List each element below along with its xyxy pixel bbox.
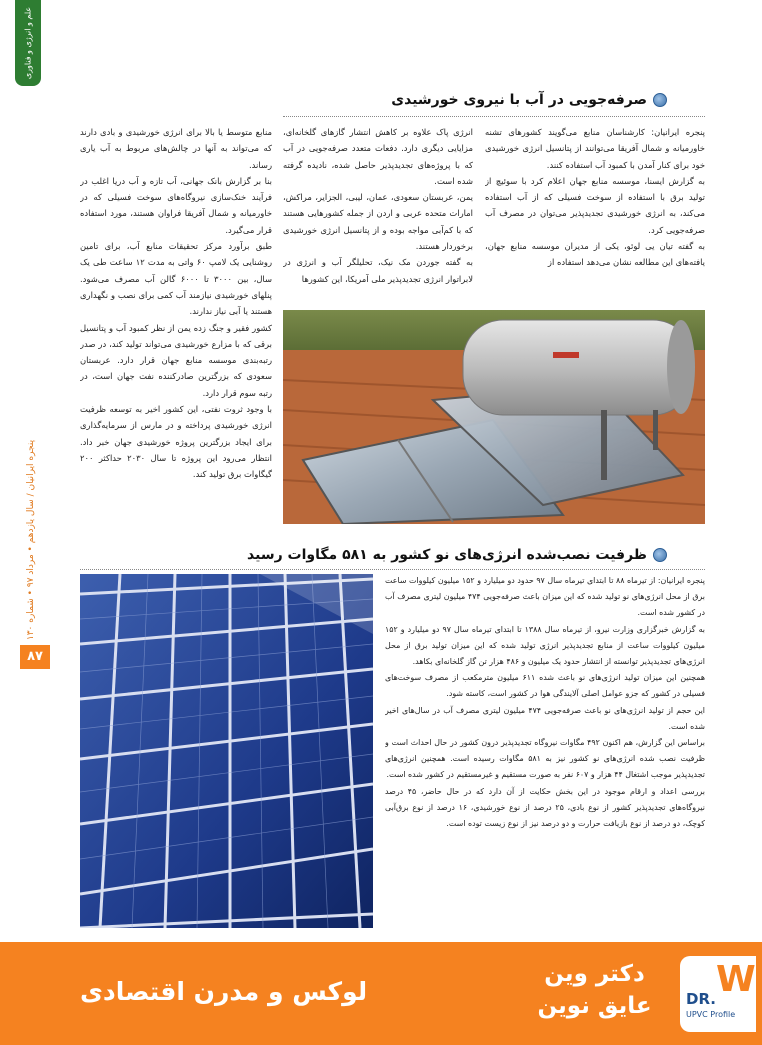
section-tab — [15, 0, 41, 86]
magazine-info-label: پنجره ایرانیان / سال یازدهم • مرداد ۹۷ • شماره ۱۳۰ — [26, 439, 36, 641]
solar-panels-photo — [80, 574, 373, 928]
ad-brand-name — [532, 958, 657, 1022]
paragraph: منابع متوسط یا بالا برای انرژی خورشیدی و بادی دارند که می‌تواند به آنها در چالش‌های مربوط به آب یاری رساند. — [80, 127, 272, 170]
paragraph: به گفته تیان یی لوئو، یکی از مدیران موسسه منابع جهان، یافته‌های این مطالعه نشان می‌دهد استفاده از — [485, 241, 705, 268]
solar-water-heater-photo — [283, 310, 705, 524]
drwin-logo — [680, 956, 756, 1032]
ad-brand-line-2: عایق نوین — [537, 993, 652, 1019]
article2-divider — [80, 569, 705, 570]
paragraph: کشور فقیر و جنگ زده یمن از نظر کمبود آب و پتانسیل برقی که با مزارع خورشیدی می‌تواند تولید کند، در صدر رتبه‌بندی موسسه منابع جهان قرار دارد. عربستان سعودی که بزرگترین صادرکننده نفت جهان است، در رتبه سوم قرار دارد. — [80, 322, 272, 398]
article1-column-3 — [80, 124, 272, 516]
article1-title: صرفه‌جویی در آب با نیروی خورشیدی — [391, 92, 647, 108]
magazine-info — [16, 433, 46, 647]
ad-brand-line-1: دکتر وین — [544, 961, 645, 987]
paragraph: پنجره ایرانیان: کارشناسان منابع می‌گویند کشورهای تشنه خاورمیانه و شمال آفریقا می‌توانند از پتانسیل انرژی خورشیدی خود برای کنار آمدن با کمبود آب استفاده کنند. — [485, 127, 705, 170]
page-number: ۸۷ — [20, 645, 50, 669]
article1-column-1 — [485, 124, 705, 310]
logo-dr: DR. — [686, 990, 716, 1008]
paragraph: بررسی اعداد و ارقام موجود در این بخش حکایت از آن دارد که در حال حاضر، ۴۵ درصد نیروگاه‌های تجدیدپذیر کشور از نوع بادی، ۲۵ درصد از نوع خورشیدی، ۱۶ درصد از نوع برق‌آبی کوچک، دو درصد از نوع بازیافت حرارت و دو درصد نیز از نوع زیست توده است. — [385, 786, 705, 829]
paragraph: یمن، عربستان سعودی، عمان، لیبی، الجزایر، مراکش، امارات متحده عربی و اردن از جمله کشورهایی هستند که با کم‌آبی مواجه بوده و از پتانسیل انرژی خورشیدی برخوردار هستند. — [283, 192, 473, 252]
paragraph: همچنین این میزان تولید انرژی‌های نو باعث شده ۶۱۱ میلیون مترمکعب از مصرف سوخت‌های فسیلی در کشور که جزو عوامل اصلی آلایندگی هوا در کشور است، کاسته شود. — [385, 673, 705, 699]
paragraph: طبق برآورد مرکز تحقیقات منابع آب، برای تامین روشنایی یک لامپ ۶۰ واتی به مدت ۱۲ ساعت طی یک سال، بین ۳۰۰۰ تا ۶۰۰۰ گالن آب مصرف می‌شود. پنلهای خورشیدی نیازمند آب کمی برای نصب و نگهداری هستند یا آبی نیاز ندارند. — [80, 241, 272, 317]
paragraph: براساس این گزارش، هم اکنون ۴۹۲ مگاوات نیروگاه تجدیدپذیر درون کشور در حال احداث است و ظرفیت نصب شده انرژی‌های نو کشور نیز به ۵۸۱ مگاوات رسیده است. همچنین انرژی‌های تجدیدپذیر موجب اشتغال ۴۴ هزار و ۶۰۷ نفر به صورت مستقیم و غیرمستقیم در کشور شده است. — [385, 738, 705, 780]
article2-title: ظرفیت نصب‌شده انرژی‌های نو کشور به ۵۸۱ مگاوات رسید — [247, 547, 647, 563]
logo-w: W — [716, 959, 756, 1000]
logo-subtitle: UPVC Profile — [686, 1010, 736, 1019]
article2-body — [385, 573, 705, 925]
solar-panels-illustration — [80, 574, 373, 928]
section-tab-label: علم و انرژی و فناوری — [23, 6, 33, 80]
paragraph: به گزارش ایسنا، موسسه منابع جهان اعلام کرد با سوئیچ از تولید برق با استفاده از سوخت فسیلی که از آب استفاده می‌کند، به انرژی خورشیدی تجدیدپذیر می‌توان در مصرف آب صرفه‌جویی کرد. — [485, 175, 705, 235]
bullet-icon — [653, 548, 667, 562]
article2-heading — [247, 547, 667, 563]
paragraph: به گفته جوردن مک نیک، تحلیلگر آب و انرژی در لابراتوار انرژی تجدیدپذیر ملی آمریکا، این کشورها — [283, 257, 473, 284]
ad-slogan: لوکس و مدرن اقتصادی — [80, 977, 368, 1006]
solar-water-heater-illustration — [283, 310, 705, 524]
article1-heading — [391, 92, 667, 108]
paragraph: انرژی پاک علاوه بر کاهش انتشار گازهای گلخانه‌ای، مزایایی دیگری دارد. دفعات متعدد صرفه‌جویی در آب که با پروژه‌های تجدیدپذیر حاصل شده، نادیده گرفته شده است. — [283, 127, 473, 186]
article1-divider — [283, 116, 705, 117]
paragraph: به گزارش خبرگزاری وزارت نیرو، از تیرماه سال ۱۳۸۸ تا ابتدای تیرماه سال ۹۷ دو میلیارد و ۱۵۲ میلیون کیلووات ساعت از منابع تجدیدپذیر انرژی تولید شده که این میزان تولید برق از محل انرژی‌های تجدیدپذیر توانسته از انتشار حدود یک میلیون و ۴۸۶ هزار تن گاز گلخانه‌ای بکاهد. — [385, 624, 705, 667]
advertisement-banner — [0, 942, 762, 1045]
paragraph: با وجود ثروت نفتی، این کشور اخیر به توسعه ظرفیت انرژی خورشیدی پرداخته و در مارس از سرمایه‌گذاری برای ایجاد بزرگترین پروژه خورشیدی جهان خبر داد. انتظار می‌رود این پروژه تا سال ۲۰۳۰ حداکثر ۲۰۰ گیگاوات برق تولید کند. — [80, 404, 272, 480]
bullet-icon — [653, 93, 667, 107]
paragraph: بنا بر گزارش بانک جهانی، آب تازه و آب دریا اغلب در فرآیند خنک‌سازی نیروگاه‌های سوخت فسیلی که در خاورمیانه و شمال آفریقا فراوان هستند، مورد استفاده قرار می‌گیرد. — [80, 175, 272, 235]
article1-column-2 — [283, 124, 473, 310]
paragraph: پنجره ایرانیان: از تیرماه ۸۸ تا ابتدای تیرماه سال ۹۷ حدود دو میلیارد و ۱۵۲ میلیون کیلووات ساعت برق از محل انرژی‌های نو تولید شده که این میزان باعث صرفه‌جویی ۴۷۴ میلیون لیتری مصرف آب در کشور شده است. — [385, 576, 705, 618]
paragraph: این حجم از تولید انرژی‌های نو باعث صرفه‌جویی ۴۷۴ میلیون لیتری مصرف آب در سال‌های اخیر شده است. — [385, 705, 705, 731]
